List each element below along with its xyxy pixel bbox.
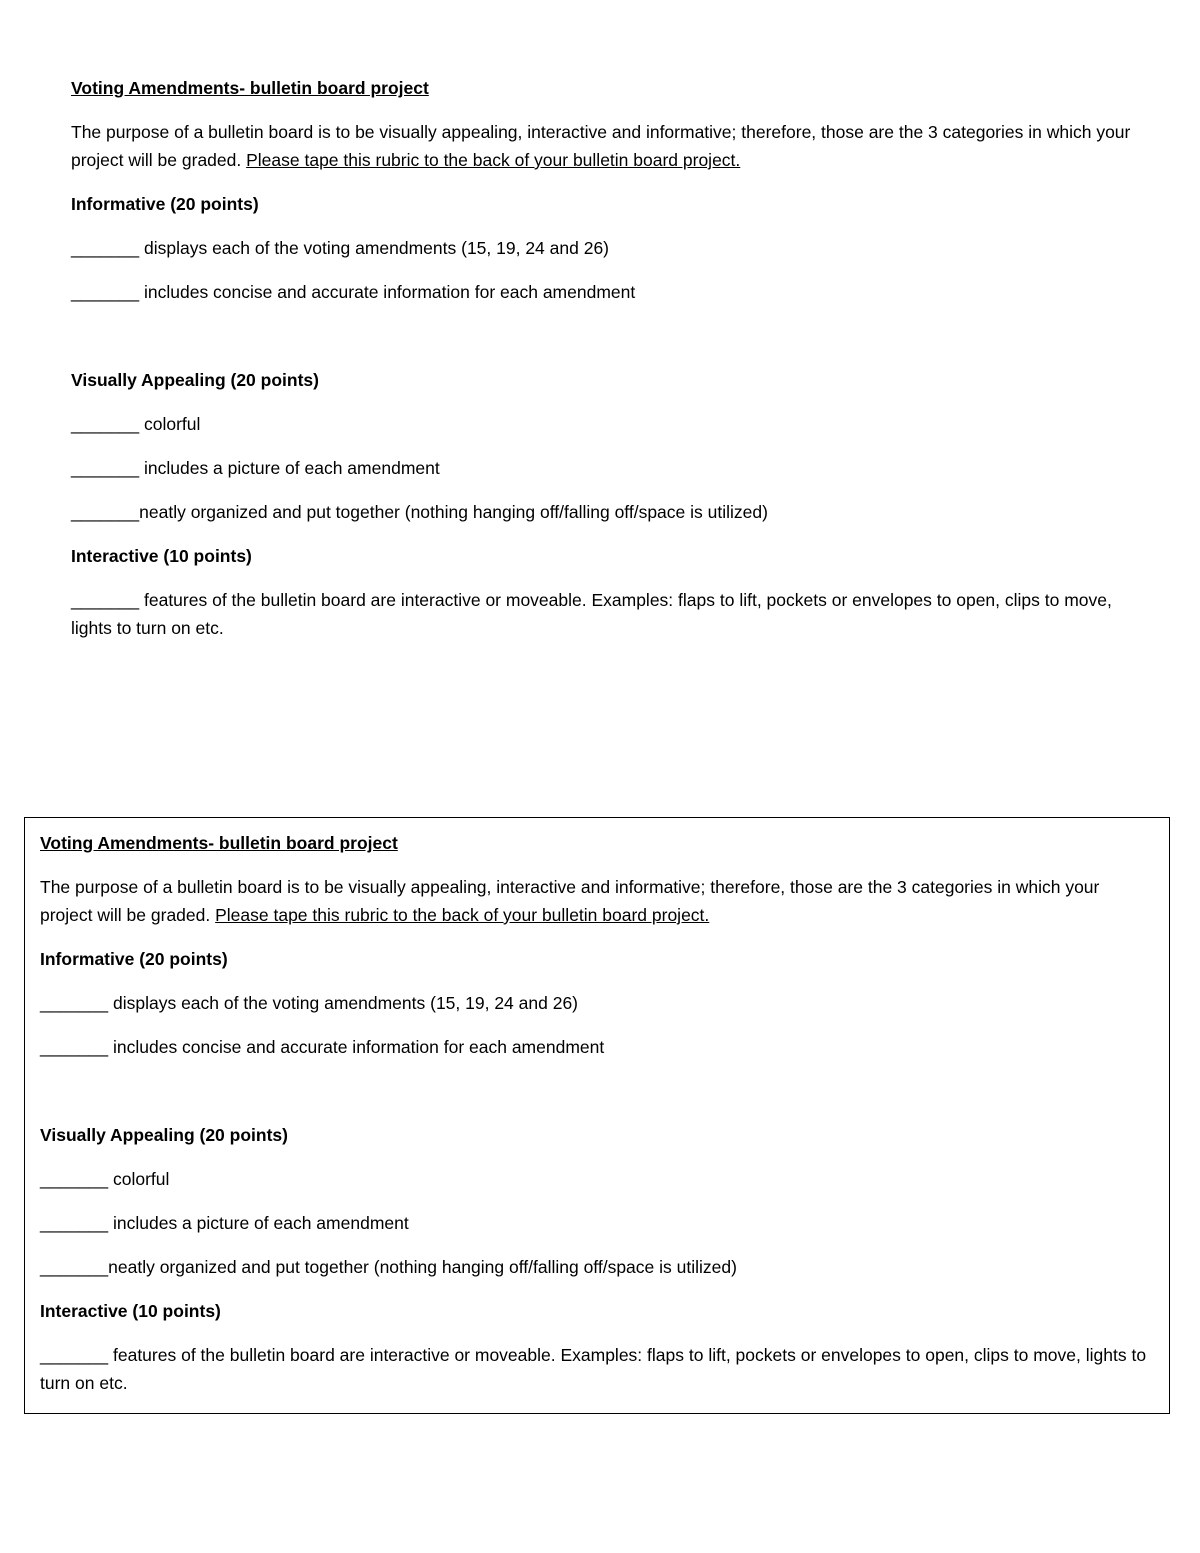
rubric-title: Voting Amendments- bulletin board project <box>40 833 398 853</box>
criterion-item: _______ features of the bulletin board are interactive or moveable. Examples: flaps to lift, pockets or envelopes to open, clips to move, lights to turn on etc. <box>71 590 1112 638</box>
criterion-item: _______ features of the bulletin board are interactive or moveable. Examples: flaps to lift, pockets or envelopes to open, clips to move, lights to turn on etc. <box>40 1345 1147 1393</box>
criterion-item: _______ includes concise and accurate information for each amendment <box>40 1037 605 1057</box>
intro-text: The purpose of a bulletin board is to be visually appealing, interactive and informative; therefore, those are the 3 categories in which your project will be graded. <box>71 122 1131 170</box>
intro-text: The purpose of a bulletin board is to be visually appealing, interactive and informative; therefore, those are the 3 categories in which your project will be graded. <box>40 877 1100 925</box>
rubric-boxed <box>24 817 1170 1414</box>
criterion-item: _______ includes a picture of each amendment <box>71 458 440 478</box>
criterion-item: _______ includes concise and accurate information for each amendment <box>71 282 636 302</box>
rubric-intro <box>40 873 1147 929</box>
spacer <box>40 1077 1147 1121</box>
rubric-intro <box>71 118 1131 174</box>
criterion-item: _______ includes a picture of each amendment <box>40 1213 409 1233</box>
rubric-top <box>71 74 1131 658</box>
section-heading-interactive: Interactive (10 points) <box>71 546 252 566</box>
criterion-item: _______ colorful <box>71 414 201 434</box>
intro-instruction: Please tape this rubric to the back of your bulletin board project. <box>215 905 710 925</box>
criterion-item: _______ displays each of the voting amendments (15, 19, 24 and 26) <box>71 238 610 258</box>
criterion-item: _______ displays each of the voting amendments (15, 19, 24 and 26) <box>40 993 579 1013</box>
criterion-item: _______ colorful <box>40 1169 170 1189</box>
section-heading-informative: Informative (20 points) <box>71 194 259 214</box>
section-heading-informative: Informative (20 points) <box>40 949 228 969</box>
intro-instruction: Please tape this rubric to the back of your bulletin board project. <box>246 150 741 170</box>
section-heading-interactive: Interactive (10 points) <box>40 1301 221 1321</box>
rubric-title: Voting Amendments- bulletin board project <box>71 78 429 98</box>
spacer <box>71 322 1131 366</box>
criterion-item: _______neatly organized and put together (nothing hanging off/falling off/space is utilized) <box>71 502 768 522</box>
section-heading-visual: Visually Appealing (20 points) <box>71 370 319 390</box>
criterion-item: _______neatly organized and put together (nothing hanging off/falling off/space is utilized) <box>40 1257 737 1277</box>
section-heading-visual: Visually Appealing (20 points) <box>40 1125 288 1145</box>
